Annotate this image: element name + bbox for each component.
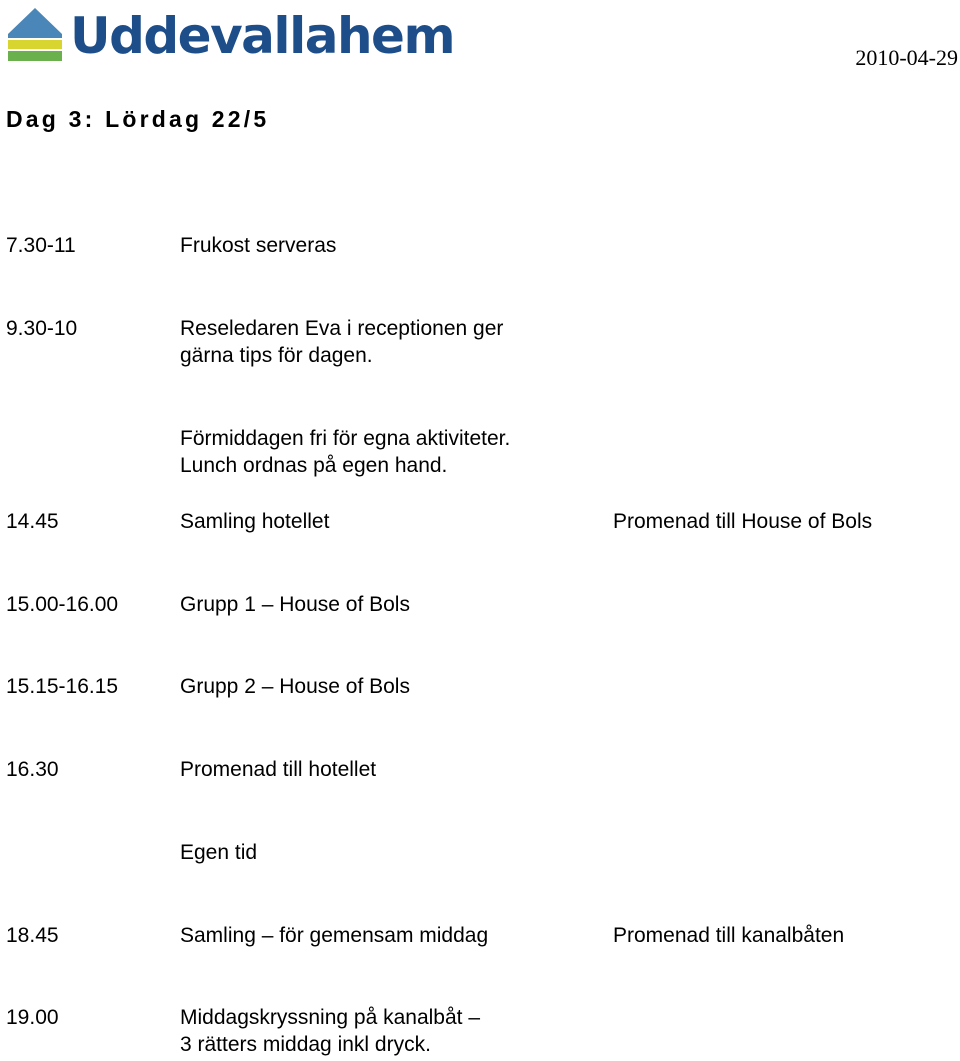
schedule-activity bbox=[180, 232, 580, 259]
activity-line: Promenad till hotellet bbox=[180, 758, 377, 781]
logo-text: Uddevallahem bbox=[70, 7, 455, 65]
schedule-time: 18.45 bbox=[6, 924, 59, 947]
schedule-activity bbox=[180, 315, 580, 369]
day-title: Dag 3: Lördag 22/5 bbox=[6, 106, 270, 132]
activity-line: Lunch ordnas på egen hand. bbox=[180, 454, 448, 477]
schedule-time: 9.30-10 bbox=[6, 317, 78, 340]
activity-line: Samling – för gemensam middag bbox=[180, 924, 489, 947]
schedule-activity bbox=[180, 591, 580, 618]
schedule-time: 16.30 bbox=[6, 758, 59, 781]
schedule-activity bbox=[180, 673, 580, 700]
schedule-activity bbox=[180, 839, 580, 866]
activity-line: Reseledaren Eva i receptionen ger bbox=[180, 317, 504, 340]
schedule-time: 19.00 bbox=[6, 1006, 59, 1029]
schedule-note: Promenad till kanalbåten bbox=[613, 924, 845, 947]
schedule-activity bbox=[180, 922, 580, 949]
schedule-note: Promenad till House of Bols bbox=[613, 510, 873, 533]
logo bbox=[6, 4, 455, 68]
activity-line: Förmiddagen fri för egna aktiviteter. bbox=[180, 427, 511, 450]
schedule-time: 15.00-16.00 bbox=[6, 593, 119, 616]
activity-line: gärna tips för dagen. bbox=[180, 344, 373, 367]
activity-line: Middagskryssning på kanalbåt – bbox=[180, 1006, 481, 1029]
schedule-activity bbox=[180, 425, 580, 479]
house-logo-icon bbox=[6, 4, 64, 64]
schedule-time: 14.45 bbox=[6, 510, 59, 533]
document-date: 2010-04-29 bbox=[855, 45, 958, 70]
activity-line: Samling hotellet bbox=[180, 510, 330, 533]
activity-line: Frukost serveras bbox=[180, 234, 337, 257]
activity-line: Egen tid bbox=[180, 841, 258, 864]
schedule-activity bbox=[180, 756, 580, 783]
schedule-time: 7.30-11 bbox=[6, 234, 76, 257]
activity-line: Grupp 2 – House of Bols bbox=[180, 675, 410, 698]
activity-line: 3 rätters middag inkl dryck. bbox=[180, 1033, 431, 1056]
schedule-activity bbox=[180, 1004, 580, 1058]
schedule-time: 15.15-16.15 bbox=[6, 675, 119, 698]
activity-line: Grupp 1 – House of Bols bbox=[180, 593, 410, 616]
schedule-activity bbox=[180, 508, 580, 535]
